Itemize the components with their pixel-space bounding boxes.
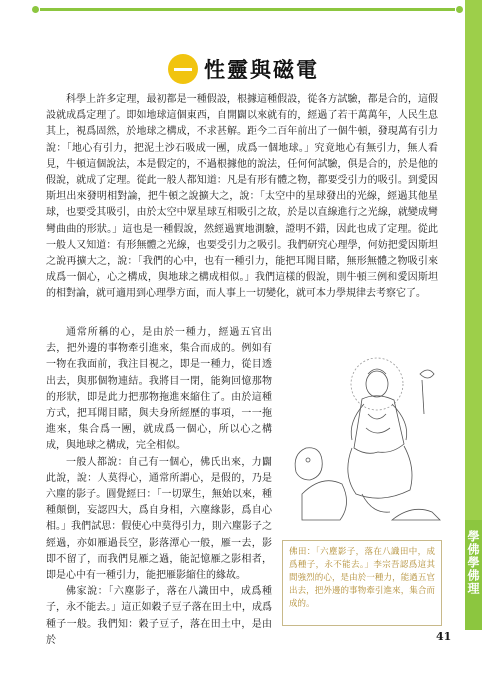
body-text-full [46,92,438,303]
body-text-column [46,325,272,649]
figure-caption-box [282,540,442,626]
paragraph: 科學上許多定理，最初都是一種假設，根據這種假設，從各方試驗，都是合的，這假設就成爲定理了。即如地球這個東西，自開闢以來就有的，經過了若干萬萬年，人民生息其上，視爲固然，於地球之構成，不求甚解。距今二百年前出了一個牛頓，發現萬有引力說：「地心有引力，把泥土沙石吸成一團，成爲一個地球。」究竟地心有無引力，無人看見，牛頓這個說法，本是假定的，不過根據他的說法，任何何試驗，俱是合的，於是他的假說，就成了定理。從此一般人都知道：凡是有形有體之物，都要受引力的吸引。到愛因斯坦出來發明相對論，把牛頓之說擴大之，說：「太空中的星球發出的光線，經過其他星球，也要受其吸引，由於太空中眾星球互相吸引之故，於是以直線進行之光線，就變成彎彎曲曲的形狀。」這也是一種假說，然經過實地測驗，證明不錯，因此也成了定理。從此一般人又知道：有形無體之光線，也要受引力之吸引。我們研究心理學，何妨把愛因斯坦之說再擴大之，說：「我們的心中，也有一種引力，能把耳聞目睹，無形無體之物吸引來成爲一個心，心之構成，與地球之構成相似。」我們這樣的假說，則牛頓三例和愛因斯坦的相對論，就可適用到心理學方面，而人事上一切變化，就可本力學規律去考察它了。 [46,94,438,300]
yellow-disc-dash-icon [168,54,198,84]
paragraph: 佛家說：「六塵影子，落在八識田中，成爲種子，永不能去。」這正如穀子豆子落在田土中，成爲種子一般。我們知：穀子豆子，落在田土中，是由於 [46,586,272,646]
seated-buddha-figure-icon [282,344,444,524]
paragraph: 一般人都說：自己有一個心，佛氏出來，力闢此說，說：人莫得心，通常所謂心，是假的，乃是六塵的影子。圓覺經曰：「一切眾生，無始以來，種種顛倒，妄認四大，爲自身相，六塵緣影，爲自心相。」我們試思：假使心中莫得引力，則六塵影子之經過，亦如雁過長空，影落潭心一般，雁一去，影即不留了，而我們見雁之過，能記憶雁之影相者，即是心中有一種引力，能把雁影縮住的緣故。 [46,456,272,582]
page-number: 41 [436,630,452,643]
page-title: 性靈與磁電 [204,58,319,82]
paragraph: 通常所稱的心，是由於一種力，經過五官出去，把外邊的事物牽引進來，集合而成的。例如有一物在我面前，我注目視之，即是一種力，從目透出去，與那個物連結。我將目一閉，能夠回憶那物的形狀，即是此力把那物拖進來縮住了。由於這種方式，把耳聞目睹，與夫身所經歷的事項，一一拖進來，集合爲一團，就成爲一個心，所以心之構成，與地球之構成，完全相似。 [46,327,272,452]
figure-caption: 佛田：「六塵影子，落在八識田中，成爲種子，永不能去。」李宗吾認爲這其間強烈的心，是由於一種力，能過五官出去，把外邊的事物牽引進來，集合而成的。 [289,547,435,609]
buddha-illustration [282,344,444,524]
chapter-title [168,54,319,84]
side-tab [465,0,482,610]
side-tab-label: 學佛學佛理 [466,530,480,595]
top-decorative-rule [40,8,455,11]
